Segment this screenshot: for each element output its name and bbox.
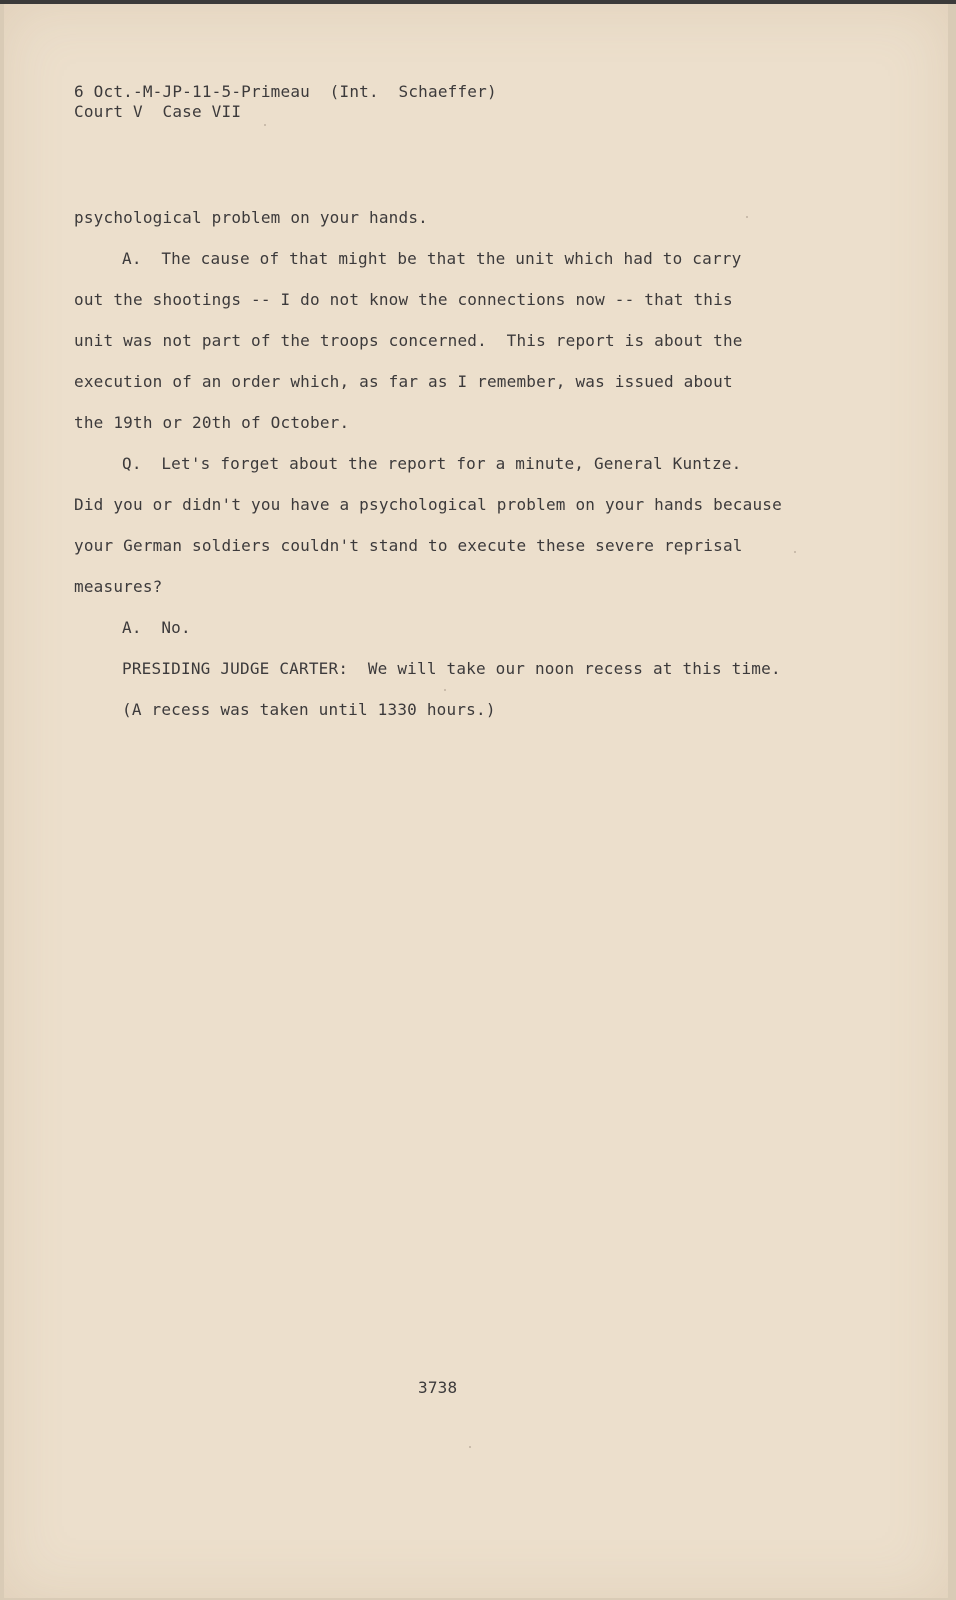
transcript-line-13: (A recess was taken until 1330 hours.) <box>122 700 496 719</box>
transcript-line-10: measures? <box>74 577 163 596</box>
header-line-2: Court V Case VII <box>74 102 242 121</box>
page-number: 3738 <box>418 1378 458 1397</box>
transcript-line-6: the 19th or 20th of October. <box>74 413 350 432</box>
transcript-line-11: A. No. <box>122 618 191 637</box>
paper-speck <box>264 124 266 126</box>
paper-speck <box>794 551 796 553</box>
transcript-line-2: A. The cause of that might be that the unit which had to carry <box>122 249 742 268</box>
paper-speck <box>746 216 748 218</box>
transcript-line-12: PRESIDING JUDGE CARTER: We will take our noon recess at this time. <box>122 659 781 678</box>
transcript-line-5: execution of an order which, as far as I remember, was issued about <box>74 372 733 391</box>
transcript-line-9: your German soldiers couldn't stand to execute these severe reprisal <box>74 536 743 555</box>
transcript-line-1: psychological problem on your hands. <box>74 208 428 227</box>
transcript-line-7: Q. Let's forget about the report for a minute, General Kuntze. <box>122 454 742 473</box>
paper-speck <box>469 1446 471 1448</box>
document-sheet <box>4 4 948 1598</box>
transcript-line-8: Did you or didn't you have a psychological problem on your hands because <box>74 495 782 514</box>
header-line-1: 6 Oct.-M-JP-11-5-Primeau (Int. Schaeffer) <box>74 82 497 101</box>
paper-speck <box>444 689 446 691</box>
transcript-line-4: unit was not part of the troops concerned. This report is about the <box>74 331 743 350</box>
transcript-line-3: out the shootings -- I do not know the connections now -- that this <box>74 290 733 309</box>
